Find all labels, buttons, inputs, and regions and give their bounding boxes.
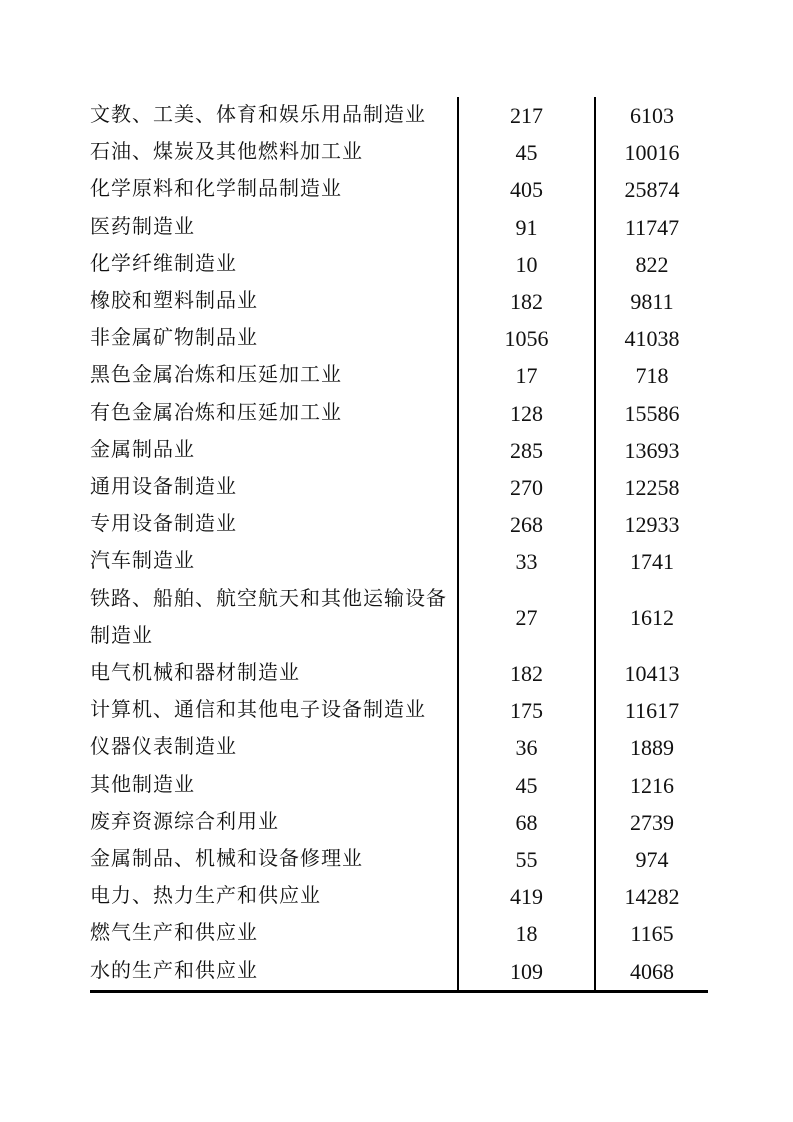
value1-cell: 405: [458, 171, 595, 208]
value1-cell: 182: [458, 283, 595, 320]
industry-name-cell: 水的生产和供应业: [90, 953, 458, 992]
value1-cell: 182: [458, 655, 595, 692]
value1-cell: 91: [458, 209, 595, 246]
table-row: [90, 804, 708, 841]
value1-cell: 17: [458, 357, 595, 394]
value2-cell: 974: [635, 847, 669, 873]
value2-cell: 9811: [630, 289, 674, 315]
value1-cell: 68: [458, 804, 595, 841]
table-row: [90, 171, 708, 208]
value1-cell: 419: [458, 878, 595, 915]
table-row: [90, 209, 708, 246]
value1-cell: 109: [458, 953, 595, 992]
industry-name-cell: 化学纤维制造业: [90, 246, 458, 283]
value2-cell: 25874: [624, 177, 680, 203]
table-row: [90, 878, 708, 915]
value1-cell: 36: [458, 729, 595, 766]
industry-name-cell: 汽车制造业: [90, 543, 458, 580]
value1-cell: 270: [458, 469, 595, 506]
value1-cell: 45: [458, 767, 595, 804]
industry-name-cell: 医药制造业: [90, 209, 458, 246]
industry-name-cell: 文教、工美、体育和娱乐用品制造业: [90, 97, 458, 134]
value2-cell: 2739: [630, 809, 674, 835]
value2-cell: 15586: [624, 400, 680, 426]
table-row: [90, 395, 708, 432]
industry-name-cell: 电气机械和器材制造业: [90, 655, 458, 692]
value2-cell: 12933: [624, 512, 680, 538]
industry-name-cell: 废弃资源综合利用业: [90, 804, 458, 841]
value1-cell: 1056: [458, 320, 595, 357]
industry-name-cell: 有色金属冶炼和压延加工业: [90, 395, 458, 432]
value2-cell: 4068: [630, 958, 674, 984]
value2-cell: 41038: [624, 326, 680, 352]
industry-name-cell: 燃气生产和供应业: [90, 915, 458, 952]
table-row: [90, 357, 708, 394]
table-row: [90, 953, 708, 992]
industry-name-cell: 仪器仪表制造业: [90, 729, 458, 766]
table-row: [90, 543, 708, 580]
value1-cell: 55: [458, 841, 595, 878]
value2-cell: 11617: [624, 698, 680, 724]
value2-cell: 1216: [630, 772, 674, 798]
value1-cell: 128: [458, 395, 595, 432]
value1-cell: 45: [458, 134, 595, 171]
industry-name-cell: 专用设备制造业: [90, 506, 458, 543]
table-row: [90, 320, 708, 357]
industry-name-cell: 其他制造业: [90, 767, 458, 804]
table-row: [90, 246, 708, 283]
value1-cell: 268: [458, 506, 595, 543]
value2-cell: 10016: [624, 140, 680, 166]
table-row: [90, 432, 708, 469]
industry-name-cell: 化学原料和化学制品制造业: [90, 171, 458, 208]
value1-cell: 33: [458, 543, 595, 580]
value2-cell: 10413: [624, 661, 680, 687]
table-row: [90, 767, 708, 804]
industry-name-cell: 石油、煤炭及其他燃料加工业: [90, 134, 458, 171]
industry-name-cell: 非金属矿物制品业: [90, 320, 458, 357]
value2-cell: 14282: [624, 884, 680, 910]
table-row: [90, 655, 708, 692]
industry-table: [90, 97, 708, 993]
value2-cell: 11747: [624, 214, 680, 240]
value1-cell: 217: [458, 97, 595, 134]
value2-cell: 6103: [630, 103, 674, 128]
industry-name-cell: 铁路、船舶、航空航天和其他运输设备制造业: [90, 581, 458, 655]
value1-cell: 27: [458, 581, 595, 655]
industry-name-cell: 电力、热力生产和供应业: [90, 878, 458, 915]
table-row: [90, 469, 708, 506]
industry-name-cell: 橡胶和塑料制品业: [90, 283, 458, 320]
table-row: [90, 841, 708, 878]
value1-cell: 10: [458, 246, 595, 283]
industry-name-cell: 黑色金属冶炼和压延加工业: [90, 357, 458, 394]
value2-cell: 1612: [630, 605, 674, 631]
table-row: [90, 506, 708, 543]
industry-name-cell: 计算机、通信和其他电子设备制造业: [90, 692, 458, 729]
table-row: [90, 692, 708, 729]
industry-table-body: [90, 97, 708, 991]
table-row: [90, 581, 708, 655]
value2-cell: 822: [635, 251, 669, 277]
table-row: [90, 283, 708, 320]
value2-cell: 13693: [624, 437, 680, 463]
table-row: [90, 915, 708, 952]
value2-cell: 718: [635, 363, 669, 389]
industry-name-cell: 金属制品业: [90, 432, 458, 469]
value2-cell: 1165: [630, 921, 674, 947]
industry-name-cell: 金属制品、机械和设备修理业: [90, 841, 458, 878]
table-row: [90, 97, 708, 134]
table-row: [90, 134, 708, 171]
value1-cell: 18: [458, 915, 595, 952]
industry-name-cell: 通用设备制造业: [90, 469, 458, 506]
value2-cell: 12258: [624, 475, 680, 501]
value1-cell: 175: [458, 692, 595, 729]
value2-cell: 1741: [630, 549, 674, 575]
value2-cell: 1889: [630, 735, 674, 761]
table-row: [90, 729, 708, 766]
value1-cell: 285: [458, 432, 595, 469]
